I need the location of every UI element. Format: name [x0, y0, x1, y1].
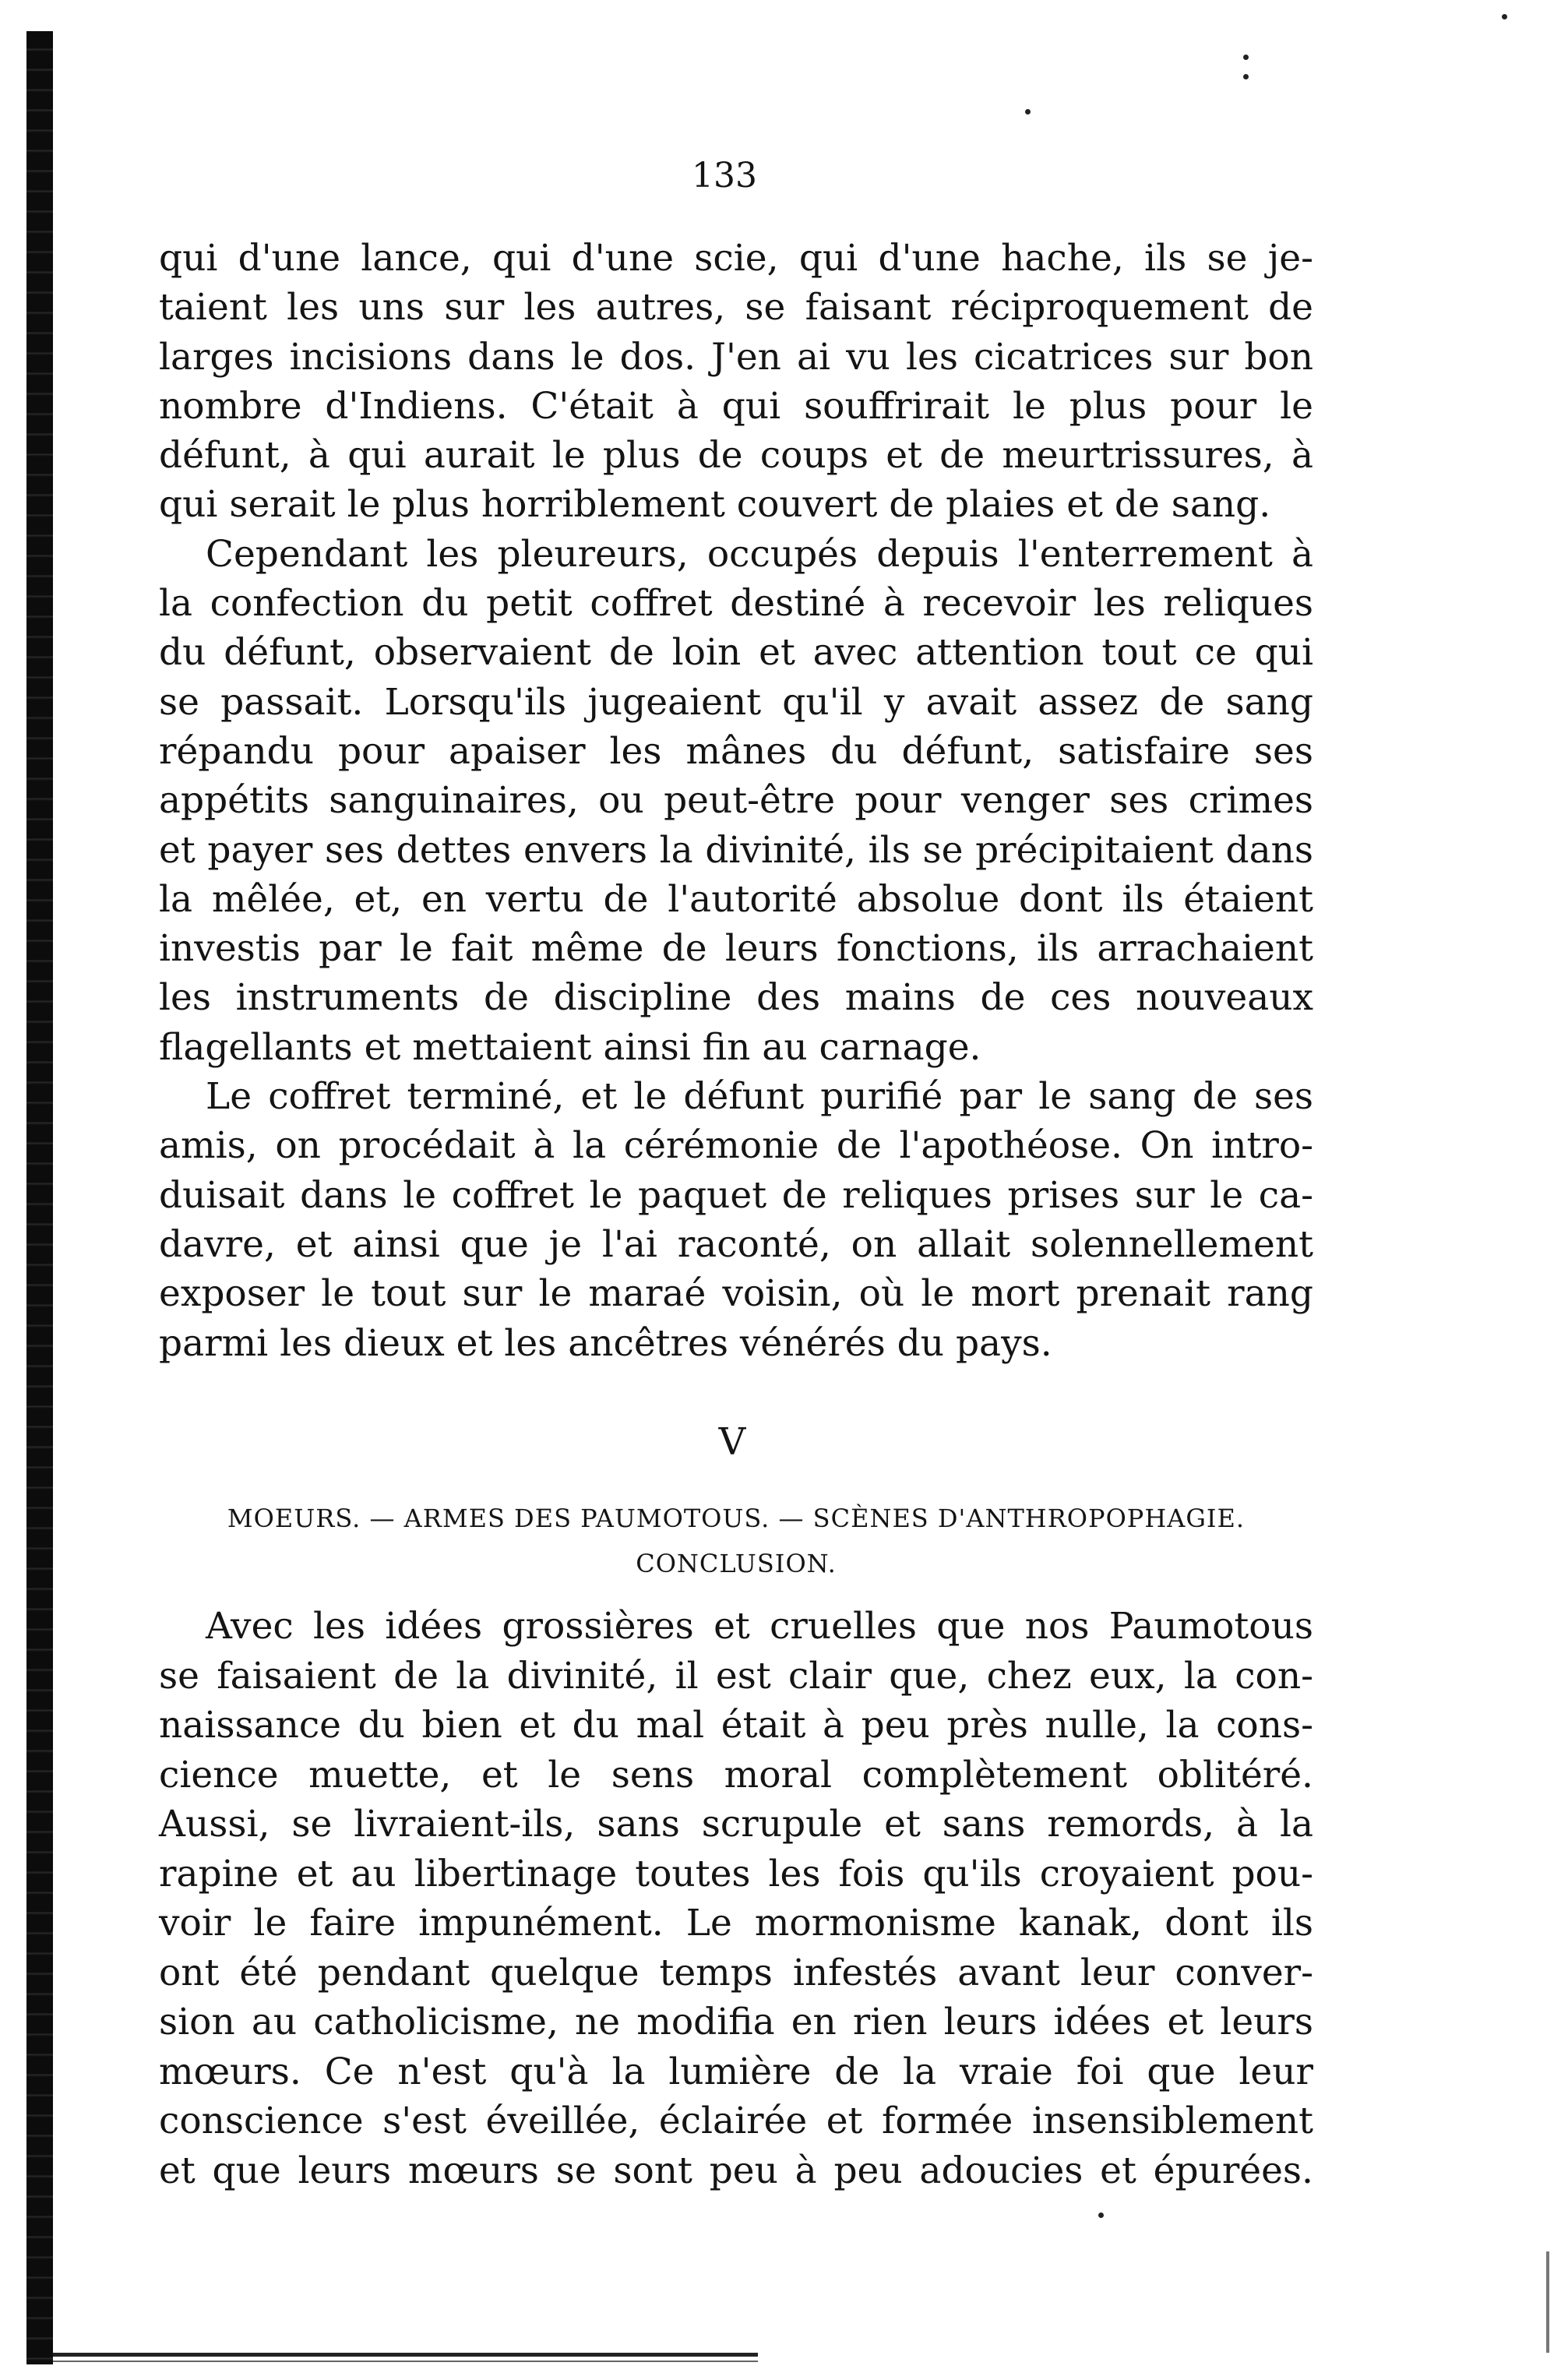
text-line: nombre d'Indiens. C'était à qui souffrirait le plus pour le	[159, 384, 1313, 428]
speck	[1098, 2213, 1104, 2218]
text-line: amis, on procédait à la cérémonie de l'apothéose. On intro-	[159, 1124, 1313, 1168]
text-line: se faisaient de la divinité, il est clair que, chez eux, la con-	[159, 1654, 1313, 1698]
right-edge-mark	[1546, 2251, 1549, 2353]
text-line: flagellants et mettaient ainsi fin au carnage.	[159, 1025, 981, 1069]
text-line: larges incisions dans le dos. J'en ai vu les cicatrices sur bon	[159, 335, 1313, 379]
text-line: Avec les idées grossières et cruelles que nos Paumotous	[206, 1605, 1313, 1648]
text-line: duisait dans le coffret le paquet de reliques prises sur le ca-	[159, 1173, 1313, 1217]
bottom-rule	[53, 2353, 758, 2357]
page-number: 133	[692, 156, 757, 196]
text-line: défunt, à qui aurait le plus de coups et de meurtrissures, à	[159, 434, 1313, 478]
text-line: se passait. Lorsqu'ils jugeaient qu'il y avait assez de sang	[159, 680, 1313, 724]
text-line: cience muette, et le sens moral complètement oblitéré.	[159, 1753, 1313, 1796]
text-line: davre, et ainsi que je l'ai raconté, on allait solennellement	[159, 1222, 1313, 1266]
text-line: qui serait le plus horriblement couvert de plaies et de sang.	[159, 483, 1271, 527]
speck	[1502, 14, 1507, 19]
text-line: naissance du bien et du mal était à peu près nulle, la cons-	[159, 1704, 1313, 1747]
text-line: les instruments de discipline des mains de ces nouveaux	[159, 976, 1313, 1020]
bottom-rule-thin	[53, 2361, 758, 2362]
text-line: exposer le tout sur le maraé voisin, où le mort prenait rang	[159, 1272, 1313, 1316]
section-heading	[159, 1496, 1313, 1586]
speck	[1243, 55, 1249, 60]
text-line: mœurs. Ce n'est qu'à la lumière de la vraie foi que leur	[159, 2050, 1313, 2093]
text-line: et payer ses dettes envers la divinité, ils se précipitaient dans	[159, 828, 1313, 872]
text-line: investis par le fait même de leurs fonctions, ils arrachaient	[159, 927, 1313, 971]
text-line: voir le faire impunément. Le mormonisme kanak, dont ils	[159, 1902, 1313, 1945]
paragraph	[159, 1072, 1313, 1368]
page-spine-edge	[26, 31, 53, 2364]
text-line: la confection du petit coffret destiné à recevoir les reliques	[159, 582, 1313, 626]
text-line: parmi les dieux et les ancêtres vénérés du pays.	[159, 1321, 1052, 1365]
text-line: qui d'une lance, qui d'une scie, qui d'une hache, ils se je-	[159, 237, 1313, 280]
body-text-bottom	[159, 1602, 1313, 2195]
text-line: rapine et au libertinage toutes les fois qu'ils croyaient pou-	[159, 1852, 1313, 1895]
text-line: Le coffret terminé, et le défunt purifié par le sang de ses	[206, 1075, 1313, 1119]
text-line: et que leurs mœurs se sont peu à peu adoucies et épurées.	[159, 2149, 1313, 2192]
text-line: sion au catholicisme, ne modifia en rien leurs idées et leurs	[159, 2001, 1313, 2043]
text-line: ont été pendant quelque temps infestés avant leur conver-	[159, 1951, 1313, 1994]
section-heading-line: CONCLUSION.	[636, 1549, 837, 1578]
body-text-top	[159, 234, 1313, 1368]
paragraph	[159, 1602, 1313, 2195]
speck	[1025, 109, 1031, 115]
text-line: du défunt, observaient de loin et avec attention tout ce qui	[159, 631, 1313, 675]
paragraph	[159, 530, 1313, 1072]
section-number: V	[718, 1420, 746, 1464]
text-line: appétits sanguinaires, ou peut-être pour venger ses crimes	[159, 779, 1313, 823]
text-line: Aussi, se livraient-ils, sans scrupule et sans remords, à la	[159, 1803, 1313, 1846]
text-line: répandu pour apaiser les mânes du défunt, satisfaire ses	[159, 729, 1313, 773]
text-line: la mêlée, et, en vertu de l'autorité absolue dont ils étaient	[159, 877, 1313, 921]
section-heading-line: MOEURS. — ARMES DES PAUMOTOUS. — SCÈNES D'ANTHROPOPHAGIE.	[227, 1504, 1246, 1533]
text-line: Cependant les pleureurs, occupés depuis l'enterrement à	[206, 532, 1313, 576]
text-line: taient les uns sur les autres, se faisant réciproquement de	[159, 286, 1313, 330]
text-line: conscience s'est éveillée, éclairée et formée insensiblement	[159, 2100, 1313, 2142]
paragraph	[159, 234, 1313, 530]
speck	[1243, 74, 1249, 79]
